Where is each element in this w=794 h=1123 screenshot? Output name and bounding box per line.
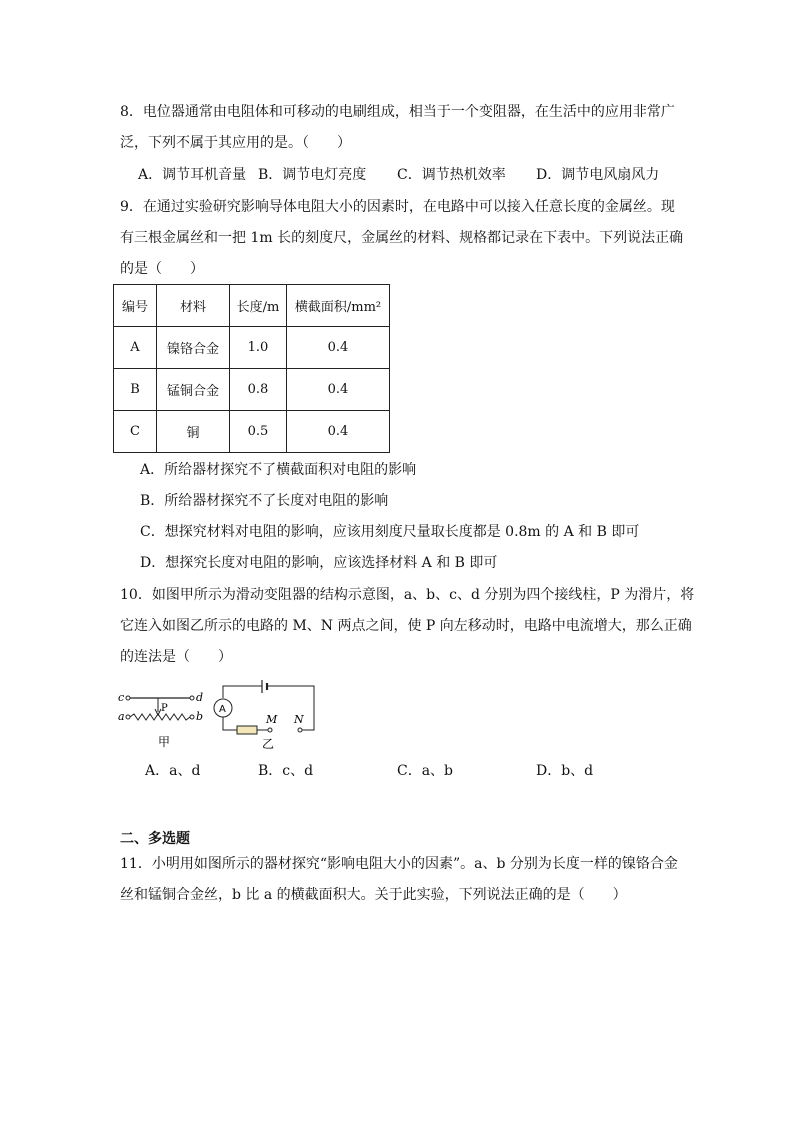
table-cell: 0.5	[230, 411, 287, 453]
slider-p-label: P	[161, 703, 168, 714]
q11-stem-line1: 11．小明用如图所示的器材探究“影响电阻大小的因素”。a、b 分别为长度一样的镍铬合金	[120, 856, 678, 872]
table-cell: 0.4	[287, 369, 390, 411]
q10-option-a: A．a、d	[145, 763, 201, 779]
q9-stem-line3: 的是（ ）	[120, 261, 204, 277]
q10-stem-line2: 它连入如图乙所示的电路的 M、N 两点之间，使 P 向左移动时，电路中电流增大，那么正确	[120, 618, 692, 634]
point-m-icon	[268, 728, 272, 732]
point-n-label: N	[294, 713, 304, 726]
q10-stem-line1: 10．如图甲所示为滑动变阻器的结构示意图，a、b、c、d 分别为四个接线柱，P 为滑片，将	[120, 587, 695, 603]
table-cell: C	[114, 411, 157, 453]
q8-option-a: A．调节耳机音量	[138, 167, 247, 183]
table-header-cell: 长度/m	[230, 285, 287, 327]
table-cell: B	[114, 369, 157, 411]
figure-yi-caption: 乙	[262, 737, 275, 751]
q8-stem-line2: 泛，下列不属于其应用的是。（ ）	[120, 135, 351, 151]
terminal-a-label: a	[118, 710, 125, 723]
q9-option-c: C．想探究材料对电阻的影响，应该用刻度尺量取长度都是 0.8m 的 A 和 B 即可	[140, 524, 640, 540]
table-header-cell: 横截面积/mm²	[287, 285, 390, 327]
q8-stem-line1: 8．电位器通常由电阻体和可移动的电刷组成，相当于一个变阻器，在生活中的应用非常广	[120, 104, 675, 120]
figure-jia-caption: 甲	[158, 735, 171, 749]
q11-stem-line2: 丝和锰铜合金丝，b 比 a 的横截面积大。关于此实验，下列说法正确的是（ ）	[120, 887, 627, 903]
q8-option-d: D．调节电风扇风力	[536, 167, 660, 183]
q9-option-a: A．所给器材探究不了横截面积对电阻的影响	[140, 462, 417, 478]
q10-option-c: C．a、b	[397, 763, 454, 779]
terminal-d-label: d	[196, 691, 204, 704]
point-m-label: M	[266, 713, 278, 726]
table-cell: 1.0	[230, 327, 287, 369]
table-cell: 0.4	[287, 411, 390, 453]
circuit-figure	[210, 676, 322, 752]
q9-option-d: D．想探究长度对电阻的影响，应该选择材料 A 和 B 即可	[140, 555, 498, 571]
table-cell: 铜	[157, 411, 230, 453]
terminal-b-label: b	[196, 710, 204, 723]
section-title: 二、多选题	[120, 831, 190, 847]
rheostat-figure	[116, 684, 216, 750]
q10-option-d: D．b、d	[536, 763, 594, 779]
point-n-icon	[298, 728, 302, 732]
terminal-c-label: c	[118, 691, 125, 704]
q10-option-b: B．c、d	[258, 763, 314, 779]
resistor-icon	[237, 726, 257, 734]
q9-stem-line1: 9．在通过实验研究影响导体电阻大小的因素时，在电路中可以接入任意长度的金属丝。现	[120, 199, 675, 215]
table-header-cell: 材料	[157, 285, 230, 327]
q10-stem-line3: 的连法是（ ）	[120, 649, 232, 665]
q8-option-b: B．调节电灯亮度	[258, 167, 367, 183]
q9-stem-line2: 有三根金属丝和一把 1m 长的刻度尺，金属丝的材料、规格都记录在下表中。下列说法正确	[120, 230, 684, 246]
table-header-row	[114, 285, 390, 327]
table-cell: A	[114, 327, 157, 369]
q9-option-b: B．所给器材探究不了长度对电阻的影响	[140, 493, 389, 509]
table-cell: 锰铜合金	[157, 369, 230, 411]
table-cell: 镍铬合金	[157, 327, 230, 369]
q9-data-table	[113, 284, 390, 453]
table-cell: 0.8	[230, 369, 287, 411]
ammeter-label: A	[219, 704, 226, 715]
table-header-cell: 编号	[114, 285, 157, 327]
table-row	[114, 411, 390, 453]
q8-option-c: C．调节热机效率	[397, 167, 506, 183]
table-row	[114, 327, 390, 369]
table-cell: 0.4	[287, 327, 390, 369]
table-row	[114, 369, 390, 411]
